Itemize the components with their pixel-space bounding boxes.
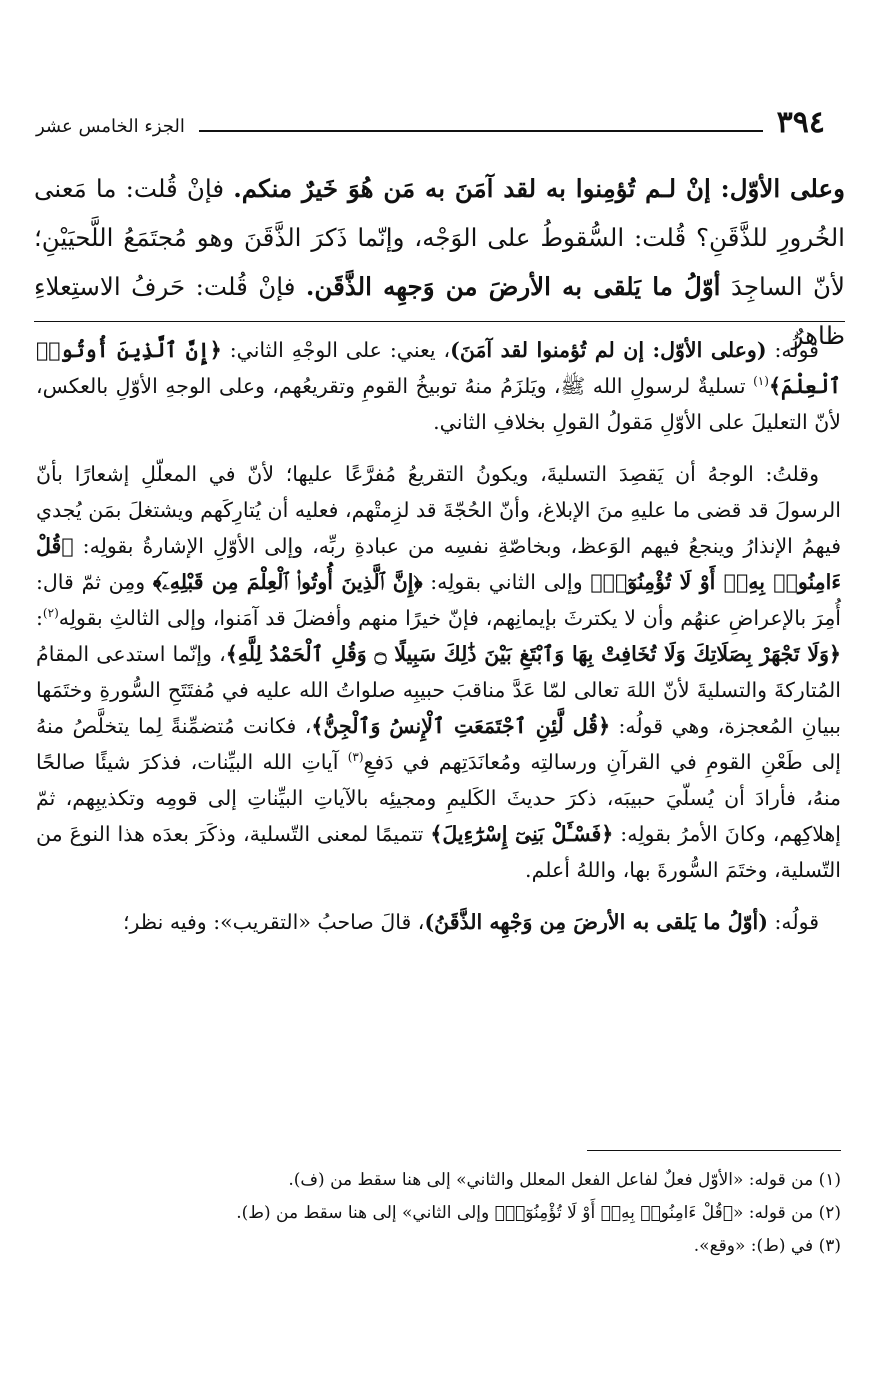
main-bold-phrase: أوّلُ ما يَلقى به الأرضَ من وَجهِه الذَّقَن. [305, 272, 721, 301]
c3-text-1: قولُه: [767, 910, 819, 934]
c1-text-3: تسليةٌ لرسولِ الله ﷺ، ويَلزَمُ منهُ توبيخُ القومِ وتقريعُهم، وعلى الوجهِ الأوّلِ بالعكس، لأنّ التعليلَ على الأوّلِ مَقولُ القولِ بخلافِ الثاني. [36, 374, 841, 434]
c1-text-2: ، يعني: على الوجْهِ الثاني: [221, 338, 451, 362]
c1-text-1: قولُه: [766, 338, 819, 362]
c1-lemma: (وعلى الأوّل: إن لم تُؤمنوا لقد آمَنَ) [450, 338, 767, 362]
c2-text-3: ومِن ثمّ قال: أُمِرَ بالإعراضِ عنهُم وأن لا يكترثَ بإيمانِهم، فإنّ خيرًا منهم وأفضلَ قد آمَنوا، وإلى الثالثِ بقولِه [36, 570, 841, 630]
running-title: الجزء الخامس عشر [36, 116, 185, 137]
c2-quran-4: ﴿قُل لَّئِنِ ٱجْتَمَعَتِ ٱلْإِنسُ وَٱلْجِنُّ﴾ [311, 714, 611, 738]
footnote-rule [587, 1150, 841, 1151]
main-commentary-divider [34, 321, 845, 322]
c2-quran-1: ﴿قُلْ ءَامِنُوا۟ بِهِۦٓ أَوْ لَا تُؤْمِنُوٓا۟﴾ [36, 534, 841, 594]
page-number: ٣٩٤ [776, 105, 825, 140]
main-paragraph [34, 164, 845, 360]
footnote-ref-1: (١) [753, 374, 769, 389]
main-text [34, 164, 845, 360]
c2-text-2: وإلى الثاني بقولِه: [422, 570, 591, 594]
commentary [36, 332, 841, 940]
footnote-2: (٢) من قوله: «﴿قُلْ ءَامِنُوا۟ بِهِۦٓ أَوْ لَا تُؤْمِنُوٓا۟﴾ وإلى الثاني» إلى هنا سقط من (ط). [236, 1203, 841, 1223]
commentary-paragraph-1 [36, 332, 841, 440]
footnote-ref-3: (٣) [347, 750, 364, 765]
main-tail: فإنْ قُلت: حَرفُ الاستِعلاءِ ظاهرٌ [34, 272, 845, 350]
c3-lemma: (أوّلُ ما يَلقى به الأرضَ مِن وَجْهِه الذَّقَنُ) [424, 910, 768, 934]
footnote-ref-2: (٢) [42, 606, 59, 621]
c3-text-2: ، قالَ صاحبُ «التقريب»: وفيه نظر؛ [122, 910, 425, 934]
c2-quran-3: ﴿وَلَا تَجْهَرْ بِصَلَاتِكَ وَلَا تُخَافِتْ بِهَا وَٱبْتَغِ بَيْنَ ذَٰلِكَ سَبِيلًا ۝ وَقُلِ ٱلْحَمْدُ لِلَّهِ﴾ [225, 642, 841, 666]
running-header [36, 100, 825, 146]
header-rule [199, 130, 763, 132]
c1-quran-1: ﴿إِنَّ ٱلَّذِينَ أُوتُوا۟ ٱلْعِلْمَ﴾ [36, 338, 842, 398]
main-lead-bold: وعلى الأوّل: إنْ لـم تُؤمِنوا به لقد آمَنَ به مَن هُوَ خَيرٌ منكم. [233, 174, 845, 203]
c2-text-4: : [36, 606, 43, 630]
c2-quran-2: ﴿إِنَّ ٱلَّذِينَ أُوتُوا۟ ٱلْعِلْمَ مِن قَبْلِهِۦٓ﴾ [152, 570, 423, 594]
footnote-1: (١) من قوله: «الأوّل فعلٌ لفاعل الفعل المعلل والثاني» إلى هنا سقط من (ف). [288, 1170, 841, 1190]
c2-text-6: ، فكانت مُتضمِّنةً لِما يتخلَّصُ منهُ إلى طَعْنِ القومِ في القرآنِ ورسالتِه ومُعانَدَتِهم في دَفعِ [36, 714, 841, 774]
footnote-3: (٣) في (ط): «وقع». [693, 1236, 841, 1256]
c2-text-7: آياتِ الله البيِّنات، فذكرَ شيئًا صالحًا منهُ، فأرادَ أن يُسلّيَ حبيبَه، ذكرَ حديثَ الكَليمِ ومجيئِه بالآياتِ البيِّناتِ إلى قومِه وتكذيبِهم، ثمّ إهلاكِهم، وكانَ الأمرُ بقولِه: [36, 750, 841, 846]
c2-quran-5: ﴿فَسْـَٔلْ بَنِىٓ إِسْرَٰٓءِيلَ﴾ [430, 822, 614, 846]
commentary-paragraph-3 [36, 904, 841, 940]
c2-text-8: تتميمًا لمعنى التّسلية، وذكَرَ بعدَه هذا النوعَ من التّسلية، وختَمَ السُّورةَ بها، واللهُ أعلم. [36, 822, 841, 882]
c2-text-5: ، وإنّما استدعى المقامُ المُتاركةَ والتسليةَ لأنّ اللهَ تعالى لمّا عَدَّ مناقبَ حبيبِه صلواتُ الله عليه في مُفتَتَحِ السُّورةِ وختَمَها ببيانِ المُعجزة، وهي قولُه: [36, 642, 842, 738]
footnotes [40, 1166, 841, 1265]
c2-text-1: وقلتُ: الوجهُ أن يَقصِدَ التسليةَ، ويكونُ التقريعُ مُفرَّعًا عليها؛ لأنّ في المعلّلِ إشعارًا بأنّ الرسولَ قد قضى ما عليهِ منَ الإبلاغ، وأنّ الحُجّةَ قد لزِمتْهم، فعليه أن يُتارِكَهم ويشتغلَ بمَن يُجدي فيهمُ الإنذارُ وينجعُ فيهم الوَعظ، وبخاصّةِ نفسِه من عبادةِ ربِّه، وإلى الأوّلِ الإشارةُ بقولِه: [36, 462, 841, 558]
main-rest: فإنْ قُلت: ما مَعنى الخُرورِ للذَّقَنِ؟ قُلت: السُّقوطُ على الوَجْه، وإنّما ذَكرَ الذَّقَنَ وهو مُجتَمَعُ اللَّحيَيْنِ؛ لأنّ الساجِدَ [34, 174, 845, 301]
commentary-paragraph-2 [36, 456, 841, 888]
